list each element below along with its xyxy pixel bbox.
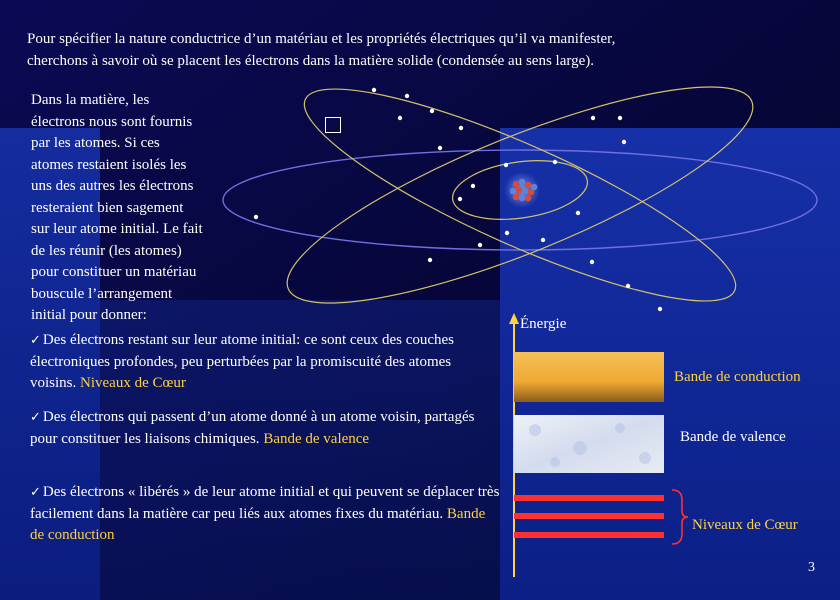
bullet-highlight: Bande de valence bbox=[263, 430, 370, 447]
bullet-text: Des électrons « libérés » de leur atome initial et qui peuvent se déplacer très facilement dans la matière car peu liés aux atomes fixes du matériau. bbox=[30, 484, 500, 522]
energy-axis-label: Énergie bbox=[520, 316, 567, 332]
intro-paragraph bbox=[31, 90, 246, 327]
checkmark-icon: ✓ bbox=[30, 485, 41, 500]
header-line-2: cherchons à savoir où se placent les électrons dans la matière solide (condensée au sens large). bbox=[27, 53, 595, 69]
intro-line: uns des autres les électrons bbox=[31, 178, 194, 194]
header-text bbox=[27, 28, 827, 72]
intro-line: de les réunir (les atomes) bbox=[31, 242, 182, 259]
placeholder-square-icon bbox=[325, 117, 341, 133]
bullet-text: Des électrons qui passent d’un atome donné à un atome voisin, partagés pour constituer les liaisons chimiques. bbox=[30, 409, 475, 447]
intro-line: resteraient bien sagement bbox=[31, 199, 184, 216]
bullet-highlight: Bande de conduction bbox=[30, 505, 486, 543]
conduction-band bbox=[514, 352, 664, 402]
intro-line: initial pour donner: bbox=[31, 307, 147, 323]
conduction-band-label: Bande de conduction bbox=[674, 369, 801, 385]
intro-line: bouscule l’arrangement bbox=[31, 285, 173, 302]
intro-line: par les atomes. Si ces bbox=[31, 135, 160, 151]
bullet-highlight: Niveaux de Cœur bbox=[80, 375, 186, 391]
core-levels-label: Niveaux de Cœur bbox=[692, 517, 798, 533]
checkmark-icon: ✓ bbox=[30, 410, 41, 425]
core-level-1 bbox=[514, 495, 664, 501]
core-level-2 bbox=[514, 513, 664, 519]
intro-line: sur leur atome initial. Le fait bbox=[31, 221, 203, 237]
bullet-conduction-band bbox=[30, 482, 500, 547]
intro-line: électrons nous sont fournis bbox=[31, 113, 193, 130]
page-number: 3 bbox=[808, 560, 815, 575]
nucleus bbox=[504, 172, 540, 208]
bullet-valence-band bbox=[30, 407, 500, 450]
intro-line: pour constituer un matériau bbox=[31, 264, 197, 280]
header-line-1: Pour spécifier la nature conductrice d’un matériau et les propriétés électriques qu’il va manifester, bbox=[27, 31, 616, 47]
bullet-core-levels bbox=[30, 330, 500, 395]
valence-band-label: Bande de valence bbox=[680, 429, 786, 445]
intro-line: atomes restaient isolés les bbox=[31, 156, 187, 173]
valence-band bbox=[514, 415, 664, 473]
checkmark-icon: ✓ bbox=[30, 333, 41, 348]
bullet-text: Des électrons restant sur leur atome initial: ce sont ceux des couches électroniques profondes, peu perturbées par la promiscuité des atomes voisins. bbox=[30, 332, 455, 391]
energy-diagram bbox=[509, 313, 688, 577]
intro-line: Dans la matière, les bbox=[31, 92, 150, 108]
core-level-3 bbox=[514, 532, 664, 538]
